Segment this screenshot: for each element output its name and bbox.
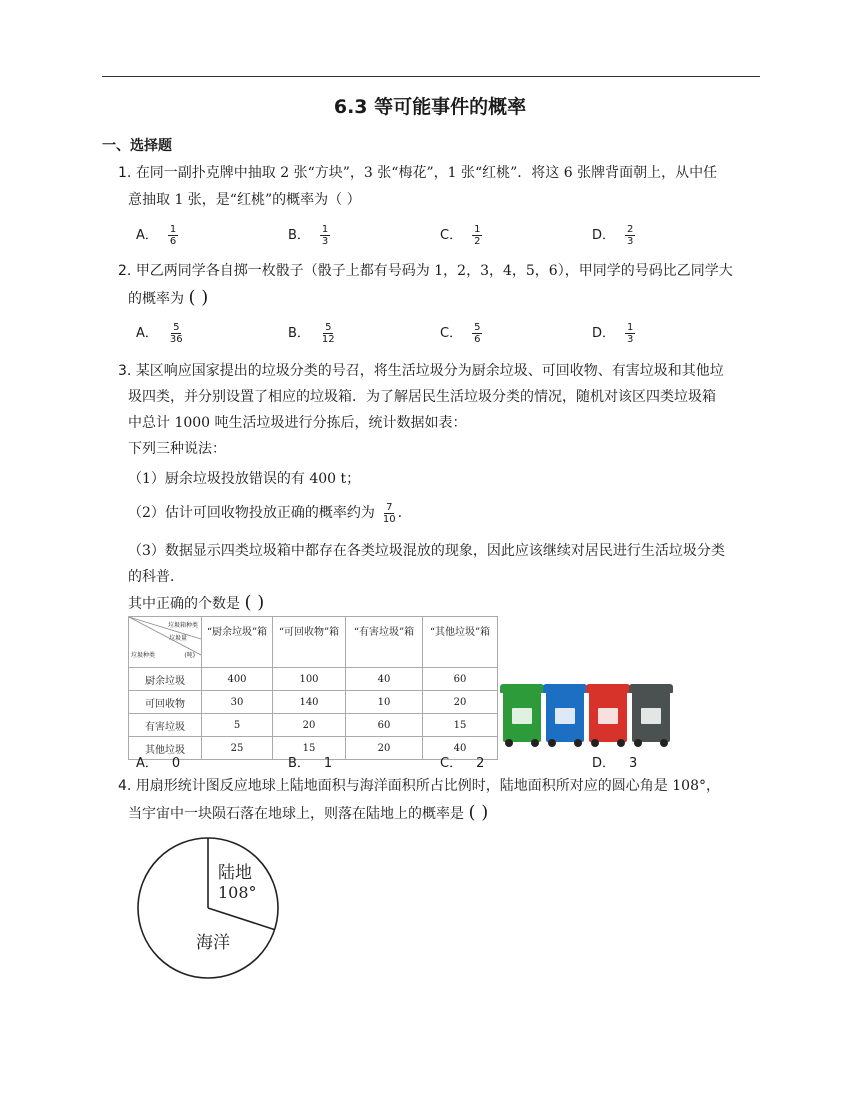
- denominator: 3: [321, 236, 329, 247]
- option-letter: B．: [288, 756, 310, 771]
- table-row: [129, 668, 498, 691]
- denominator: 10: [382, 513, 396, 525]
- bin-wheel: [548, 739, 556, 747]
- table-corner-cell: [129, 617, 202, 668]
- corner-label-mid: 垃圾量: [168, 635, 187, 642]
- option-value: 3: [629, 756, 638, 771]
- land-label: 陆地: [218, 863, 252, 883]
- table-cell: 60: [423, 668, 498, 691]
- option-letter: C．: [440, 756, 463, 771]
- numerator: 5: [474, 322, 481, 333]
- ocean-label: 海洋: [196, 933, 230, 953]
- question-3: [118, 358, 724, 384]
- bin-wheel: [531, 739, 539, 747]
- table-cell: 60: [346, 714, 423, 737]
- q3-option-c[interactable]: [440, 752, 484, 771]
- land-ocean-pie-chart: [130, 830, 290, 990]
- question-4: [118, 773, 720, 799]
- numerator: 5: [325, 322, 332, 333]
- row-label: 可回收物: [129, 691, 202, 714]
- recyclable-bin-icon: [546, 690, 584, 742]
- question-text-line1: 甲乙两同学各自掷一枚骰子（骰子上都有号码为 1，2，3，4，5，6），甲同学的号码比乙同学大: [135, 263, 733, 279]
- fraction: [472, 224, 482, 247]
- option-letter: A．: [136, 756, 158, 771]
- statement-1: （1）厨余垃圾投放错误的有 400 t；: [128, 471, 361, 487]
- numerator: 1: [321, 224, 329, 235]
- garbage-table: [128, 616, 498, 760]
- statement-3-line2: 的科普．: [128, 569, 184, 585]
- question-3-line4: 下列三种说法：: [128, 441, 226, 457]
- numerator: 5: [173, 322, 180, 333]
- fraction: [320, 322, 337, 345]
- table-cell: 30: [202, 691, 273, 714]
- bin-wheel: [660, 739, 668, 747]
- bin-lid: [629, 684, 673, 693]
- numerator: 1: [169, 224, 177, 235]
- table-cell: 15: [273, 737, 346, 760]
- q1-option-c[interactable]: [440, 224, 482, 247]
- bin-wheel: [634, 739, 642, 747]
- option-value: 2: [476, 756, 485, 771]
- question-text-line2: 的概率为: [128, 291, 184, 307]
- table-cell: 20: [273, 714, 346, 737]
- bin-wheel: [574, 739, 582, 747]
- option-letter: D．: [592, 326, 616, 341]
- period: .: [397, 505, 403, 521]
- question-number: 4.: [118, 778, 132, 794]
- question-3-line2: 圾四类，并分别设置了相应的垃圾箱．为了解居民生活垃圾分类的情况，随机对该区四类垃圾箱: [128, 389, 716, 405]
- row-label: 有害垃圾: [129, 714, 202, 737]
- fraction: [472, 322, 482, 345]
- question-1: [118, 160, 717, 186]
- question-number: 3.: [118, 363, 132, 379]
- bin-lid: [543, 684, 587, 693]
- denominator: 3: [627, 236, 634, 247]
- fraction: [168, 322, 185, 345]
- q1-option-a[interactable]: [136, 224, 178, 247]
- table-cell: 40: [423, 737, 498, 760]
- other-bin-icon: [632, 690, 670, 742]
- bin-lid: [586, 684, 630, 693]
- corner-label-bottom: 垃圾种类: [131, 652, 156, 659]
- question-3-line3: 中总计 1000 吨生活垃圾进行分拣后，统计数据如表：: [128, 415, 467, 431]
- page-title: 6.3 等可能事件的概率: [333, 96, 527, 118]
- bin-label: [641, 708, 661, 724]
- header-rule: [102, 76, 760, 77]
- question-number: 1.: [118, 165, 132, 181]
- bin-lid: [500, 684, 544, 693]
- table-row: [129, 691, 498, 714]
- q1-option-b[interactable]: [288, 224, 330, 247]
- fraction: [625, 224, 635, 247]
- bin-wheel: [505, 739, 513, 747]
- garbage-bins-illustration: [500, 686, 672, 746]
- table-cell: 100: [273, 668, 346, 691]
- land-angle-label: 108°: [218, 883, 257, 902]
- numerator: 1: [474, 224, 481, 235]
- table-cell: 140: [273, 691, 346, 714]
- option-letter: C．: [440, 326, 463, 341]
- question-text-line1: 用扇形统计图反应地球上陆地面积与海洋面积所占比例时，陆地面积所对应的圆心角是 108°，: [135, 778, 720, 794]
- numerator: 7: [386, 501, 393, 513]
- fraction: [168, 224, 178, 247]
- table-cell: 10: [346, 691, 423, 714]
- table-cell: 40: [346, 668, 423, 691]
- bin-label: [598, 708, 618, 724]
- denominator: 36: [169, 334, 183, 345]
- question-4-line2: [128, 800, 488, 827]
- answer-blank: ( ): [188, 287, 209, 308]
- denominator: 6: [474, 334, 481, 345]
- row-label: 厨余垃圾: [129, 668, 202, 691]
- question-2: [118, 258, 733, 284]
- option-letter: C．: [440, 228, 463, 243]
- statement-text: （2）估计可回收物投放正确的概率约为: [128, 505, 375, 521]
- table-cell: 25: [202, 737, 273, 760]
- question-number: 2.: [118, 263, 132, 279]
- q3-option-a[interactable]: [136, 752, 180, 771]
- table-cell: 400: [202, 668, 273, 691]
- table-row: [129, 714, 498, 737]
- option-letter: B．: [288, 228, 310, 243]
- bin-label: [555, 708, 575, 724]
- table-cell: 20: [423, 691, 498, 714]
- statement-2: [128, 500, 402, 526]
- table-cell: 20: [346, 737, 423, 760]
- q2-option-c[interactable]: [440, 322, 482, 345]
- q2-option-d[interactable]: [592, 322, 635, 345]
- statement-3-line1: （3）数据显示四类垃圾箱中都存在各类垃圾混放的现象，因此应该继续对居民进行生活垃圾分类: [128, 543, 725, 559]
- table-cell: 5: [202, 714, 273, 737]
- denominator: 2: [474, 236, 481, 247]
- question-1-line2: 意抽取 1 张，是“红桃”的概率为（ ）: [128, 192, 361, 208]
- bin-wheel: [591, 739, 599, 747]
- bin-label: [512, 708, 532, 724]
- q3-option-b[interactable]: [288, 752, 332, 771]
- denominator: 12: [321, 334, 335, 345]
- option-value: 0: [171, 756, 181, 771]
- question-2-line2: [128, 285, 208, 312]
- q1-option-d[interactable]: [592, 224, 635, 247]
- table-cell: 15: [423, 714, 498, 737]
- option-letter: A．: [136, 228, 158, 243]
- fraction: [381, 502, 398, 525]
- q3-option-d[interactable]: [592, 752, 637, 771]
- column-header: “有害垃圾”箱: [346, 617, 423, 668]
- question-text-line2: 当宇宙中一块陨石落在地球上，则落在陆地上的概率是: [128, 806, 464, 822]
- q2-option-b[interactable]: [288, 322, 337, 345]
- option-letter: D．: [592, 228, 616, 243]
- question-text-line1: 在同一副扑克牌中抽取 2 张“方块”，3 张“梅花”，1 张“红桃”．将这 6 张牌背面朝上，从中任: [135, 165, 718, 181]
- numerator: 2: [627, 224, 634, 235]
- corner-label-top: 垃圾箱种类: [167, 622, 198, 629]
- column-header: “可回收物”箱: [273, 617, 346, 668]
- fraction: [320, 224, 330, 247]
- option-letter: B．: [288, 326, 310, 341]
- row-label: 其他垃圾: [129, 737, 202, 760]
- fraction: [625, 322, 635, 345]
- column-header: “其他垃圾”箱: [423, 617, 498, 668]
- question-3-ask: [128, 590, 264, 617]
- option-value: 1: [323, 756, 333, 771]
- question-text-line1: 某区响应国家提出的垃圾分类的号召，将生活垃圾分为厨余垃圾、可回收物、有害垃圾和其他垃: [135, 363, 724, 379]
- option-letter: D．: [592, 756, 616, 771]
- answer-blank: ( ): [244, 592, 265, 613]
- numerator: 1: [627, 322, 634, 333]
- denominator: 6: [169, 236, 177, 247]
- q2-option-a[interactable]: [136, 322, 185, 345]
- section-heading: 一、选择题: [102, 138, 172, 154]
- column-header: “厨余垃圾”箱: [202, 617, 273, 668]
- ask-text: 其中正确的个数是: [128, 596, 240, 612]
- answer-blank: ( ): [468, 802, 489, 823]
- corner-label-unit: (吨): [184, 652, 195, 659]
- hazardous-bin-icon: [589, 690, 627, 742]
- bin-wheel: [617, 739, 625, 747]
- denominator: 3: [627, 334, 634, 345]
- kitchen-bin-icon: [503, 690, 541, 742]
- option-letter: A．: [136, 326, 158, 341]
